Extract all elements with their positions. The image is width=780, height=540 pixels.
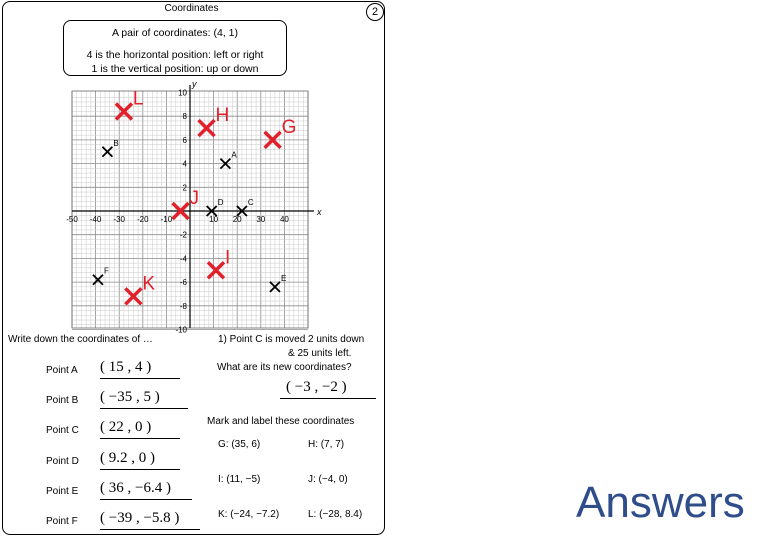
y-tick-label: -4 <box>179 254 187 264</box>
point-c-answer: ( 22 , 0 ) <box>100 419 152 435</box>
mark-item-j: J: (−4, 0) <box>308 474 348 485</box>
question1-answer: ( −3 , −2 ) <box>286 379 347 395</box>
mark-item-l: L: (−28, 8.4) <box>308 509 363 520</box>
mark-item-k: K: (−24, −7.2) <box>218 509 280 520</box>
x-axis-label: x <box>317 207 322 217</box>
question1-line-1: 1) Point C is moved 2 units down <box>218 334 365 345</box>
point-f-answer: ( −39 , −5.8 ) <box>100 510 180 526</box>
y-tick-label: -6 <box>179 278 187 288</box>
question1-line-2: & 25 units left. <box>288 348 352 359</box>
point-d-answer-line <box>100 469 180 470</box>
x-tick-label: 10 <box>209 215 219 224</box>
x-tick-label: -50 <box>66 215 78 224</box>
x-tick-label: -40 <box>89 215 102 224</box>
point-a-answer: ( 15 , 4 ) <box>100 359 152 375</box>
x-tick-label: -10 <box>160 215 173 224</box>
point-a-label: Point A <box>46 365 78 376</box>
point-b-label: Point B <box>46 395 79 406</box>
point-c-answer-line <box>100 438 180 439</box>
intro-line-1: A pair of coordinates: (4, 1) <box>111 27 239 39</box>
x-tick-label: 20 <box>232 215 242 224</box>
point-label-f: F <box>103 266 109 276</box>
y-tick-label: 10 <box>178 88 187 98</box>
red-marker-i <box>208 262 224 278</box>
point-label-c: C <box>247 198 254 207</box>
mark-item-h: H: (7, 7) <box>308 439 345 450</box>
y-tick-label: -10 <box>175 325 187 335</box>
red-label-l: L <box>132 88 144 110</box>
point-label-a: A <box>231 150 237 160</box>
point-a-answer-line <box>100 378 180 379</box>
point-d-answer: ( 9.2 , 0 ) <box>100 450 155 466</box>
point-e-answer-line <box>100 499 192 500</box>
mark-item-i: I: (11, −5) <box>218 474 261 485</box>
y-tick-label: 6 <box>182 135 187 145</box>
point-d-label: Point D <box>46 456 79 467</box>
y-tick-label: 2 <box>182 183 187 193</box>
red-label-k: K <box>142 273 156 295</box>
point-marker-f <box>93 275 103 285</box>
answers-heading: Answers <box>576 478 745 527</box>
y-axis-label: y <box>192 79 197 89</box>
part-a-prompt: Write down the coordinates of … <box>8 334 153 345</box>
point-b-answer-line <box>100 408 188 409</box>
red-label-g: G <box>281 116 297 138</box>
page-number: 2 <box>366 3 384 21</box>
point-marker-b <box>102 147 112 157</box>
point-label-e: E <box>280 273 287 283</box>
x-tick-label: -20 <box>137 215 149 224</box>
point-e-label: Point E <box>46 486 79 497</box>
point-label-b: B <box>113 138 119 148</box>
red-marker-h <box>199 120 215 136</box>
y-tick-label: -2 <box>179 230 187 240</box>
point-f-answer-line <box>100 529 200 530</box>
red-label-i: I <box>224 247 231 269</box>
mark-item-g: G: (35, 6) <box>218 439 261 450</box>
question1-line-3: What are its new coordinates? <box>217 362 352 373</box>
red-label-j: J <box>189 188 200 209</box>
x-tick-label: -30 <box>113 215 125 224</box>
y-tick-label: 8 <box>182 112 187 122</box>
y-tick-label: -8 <box>179 301 187 311</box>
intro-line-2: 4 is the horizontal position: left or right <box>86 49 264 61</box>
point-c-label: Point C <box>46 425 79 436</box>
point-label-d: D <box>217 198 224 207</box>
question1-answer-line <box>280 398 376 399</box>
mark-label-heading: Mark and label these coordinates <box>207 416 355 427</box>
y-tick-label: 4 <box>182 159 187 169</box>
point-e-answer: ( 36 , −6.4 ) <box>100 480 171 496</box>
point-b-answer: ( −35 , 5 ) <box>100 389 160 405</box>
point-f-label: Point F <box>46 516 78 527</box>
x-tick-label: 30 <box>256 215 266 224</box>
red-label-h: H <box>215 105 230 127</box>
x-tick-label: 40 <box>279 215 289 224</box>
worksheet-title: Coordinates <box>164 3 219 14</box>
intro-line-3: 1 is the vertical position: up or down <box>91 63 259 75</box>
